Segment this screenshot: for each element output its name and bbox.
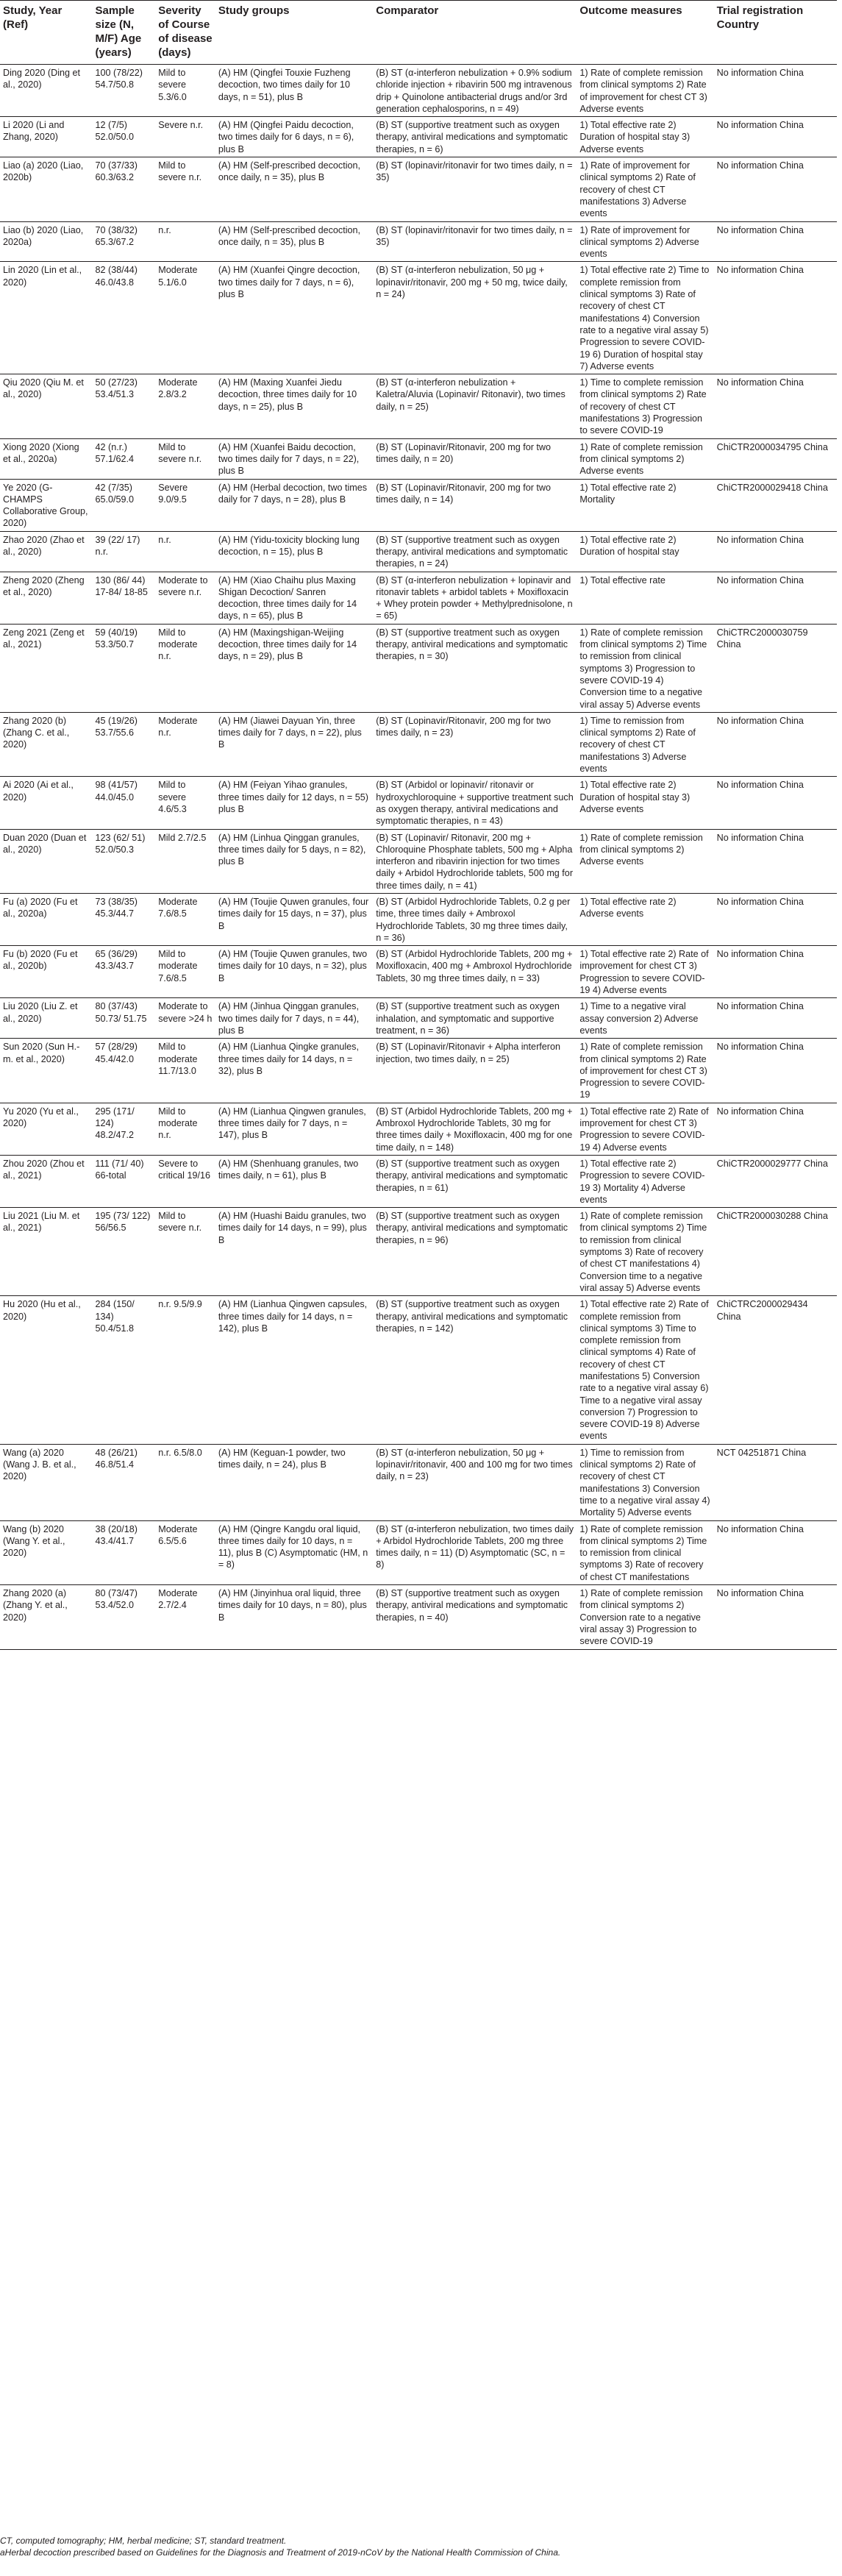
cell-study: Zhao 2020 (Zhao et al., 2020) [3,534,85,557]
cell-registration: No information China [716,949,804,960]
cell-registration: No information China [716,68,804,78]
cell-study: Ai 2020 (Ai et al., 2020) [3,780,74,803]
table-row [0,1585,837,1649]
cell-comparator: (B) ST (α-interferon nebulization, two times daily + Arbidol Hydrochloride Tablets, 200 mg three times daily, n = 11) (D) Asymptomatic (SC, n = 8) [376,1523,574,1570]
footnote-abbreviations: CT, computed tomography; HM, herbal medicine; ST, standard treatment. [0,2536,287,2546]
cell-registration: No information China [716,1001,804,1012]
table-footnotes [0,2535,837,2558]
cell-outcomes: 1) Rate of complete remission from clinical symptoms 2) Adverse events [579,441,703,477]
table-row [0,531,837,572]
cell-study-groups: (A) HM (Self-prescribed decoction, once daily, n = 35), plus B [218,160,361,183]
cell-comparator: (B) ST (Lopinavir/Ritonavir, 200 mg for two times daily, n = 23) [376,715,551,739]
cell-study: Sun 2020 (Sun H.-m. et al., 2020) [3,1042,80,1064]
cell-outcomes: 1) Total effective rate 2) Mortality [579,482,677,505]
cell-sample-size: 45 (19/26) 53.7/55.6 [95,715,138,739]
cell-study: Zhang 2020 (b) (Zhang C. et al., 2020) [3,715,70,750]
cell-study-groups: (A) HM (Self-prescribed decoction, once daily, n = 35), plus B [218,224,361,247]
cell-study: Ye 2020 (G-CHAMPS Collaborative Group, 2020) [3,482,88,529]
cell-study-groups: (A) HM (Qingfei Paidu decoction, two times daily for 6 days, n = 6), plus B [218,120,354,154]
cell-study: Liao (a) 2020 (Liao, 2020b) [3,160,84,183]
cell-study: Fu (a) 2020 (Fu et al., 2020a) [3,897,78,919]
cell-comparator: (B) ST (supportive treatment such as oxygen therapy, antiviral medications and symptomatic therapies, n = 61) [376,1158,568,1193]
table-row [0,117,837,157]
cell-sample-size: 70 (37/33) 60.3/63.2 [95,160,138,183]
cell-study-groups: (A) HM (Jinyinhua oral liquid, three times daily for 10 days, n = 80), plus B [218,1588,367,1623]
cell-severity: n.r. [158,534,171,545]
cell-sample-size: 100 (78/22) 54.7/50.8 [95,68,143,90]
cell-comparator: (B) ST (Arbidol Hydrochloride Tablets, 0.2 g per time, three times daily + Ambroxol Hydrochloride Tablets, 30 mg three times daily, n = 36) [376,897,571,943]
cell-study-groups: (A) HM (Xuanfei Baidu decoction, two times daily for 7 days, n = 22), plus B [218,441,360,477]
cell-sample-size: 80 (37/43) 50.73/ 51.75 [95,1001,147,1024]
cell-study-groups: (A) HM (Maxing Xuanfei Jiedu decoction, three times daily for 10 days, n = 25), plus B [218,377,357,412]
cell-registration: No information China [716,897,804,907]
cell-study-groups: (A) HM (Xiao Chaihu plus Maxing Shigan Decoction/ Sanren decoction, three times daily for 14 days, n = 65), plus B [218,574,357,622]
cell-sample-size: 50 (27/23) 53.4/51.3 [95,377,138,400]
cell-study: Hu 2020 (Hu et al., 2020) [3,1299,81,1322]
cell-study-groups: (A) HM (Lianhua Qingwen granules, three times daily for 7 days, n = 147), plus B [218,1106,366,1141]
cell-study-groups: (A) HM (Xuanfei Qingre decoction, two times daily for 7 days, n = 6), plus B [218,265,360,300]
cell-study: Qiu 2020 (Qiu M. et al., 2020) [3,377,84,400]
cell-sample-size: 42 (7/35) 65.0/59.0 [95,482,135,505]
table-row [0,479,837,531]
cell-outcomes: 1) Rate of complete remission from clinical symptoms 2) Time to remission from clinical symptoms 3) Rate of recovery of chest CT manifestations 4) Conversion time to a negative viral assay 5) Adverse events [579,1211,707,1293]
cell-severity: Moderate to severe n.r. [158,574,208,597]
table-row [0,221,837,262]
cell-registration: No information China [716,224,804,235]
cell-registration: No information China [716,780,804,791]
cell-severity: Mild to severe 4.6/5.3 [158,780,187,814]
header-trial-registration: Trial registration Country [716,4,804,31]
cell-severity: Mild to moderate 11.7/13.0 [158,1042,198,1076]
cell-severity: n.r. 6.5/8.0 [158,1447,202,1458]
cell-sample-size: 111 (71/ 40) 66-total [95,1158,144,1181]
cell-severity: Severe to critical 19/16 [158,1158,210,1181]
cell-outcomes: 1) Total effective rate 2) Rate of complete remission from clinical symptoms 3) Time to complete remission from clinical symptoms 4) Rate of recovery of chest CT manifestations 5) Conversion rate to a negative viral assay 6) Time to a negative viral assay conversion 7) Progression to severe COVID-19 8) Adverse events [579,1299,709,1442]
cell-outcomes: 1) Rate of complete remission from clinical symptoms 2) Time to remission from clinical symptoms 3) Progression to severe COVID-19 4) Conversion time to a negative viral assay 5) Adverse events [579,627,707,710]
cell-study-groups: (A) HM (Toujie Quwen granules, four times daily for 15 days, n = 37), plus B [218,897,369,931]
table-row [0,998,837,1039]
footnote-herbal-decoction: aHerbal decoction prescribed based on Guidelines for the Diagnosis and Treatment of 2019-nCoV by the National Health Commission of China. [0,2547,561,2558]
cell-severity: Mild 2.7/2.5 [158,832,207,843]
cell-outcomes: 1) Time to remission from clinical symptoms 2) Rate of recovery of chest CT manifestations 3) Conversion time to a negative viral assay 4) Mortality 5) Adverse events [579,1447,710,1518]
cell-study: Wang (b) 2020 (Wang Y. et al., 2020) [3,1523,65,1559]
cell-study-groups: (A) HM (Huashi Baidu granules, two times daily for 14 days, n = 99), plus B [218,1211,367,1245]
table-row [0,894,837,946]
cell-sample-size: 42 (n.r.) 57.1/62.4 [95,441,135,464]
cell-severity: Mild to severe n.r. [158,160,202,183]
cell-sample-size: 39 (22/ 17) n.r. [95,534,140,557]
cell-outcomes: 1) Time to a negative viral assay conversion 2) Adverse events [579,1001,699,1036]
cell-study-groups: (A) HM (Toujie Quwen granules, two times daily for 10 days, n = 32), plus B [218,949,368,983]
cell-severity: Severe 9.0/9.5 [158,482,188,505]
cell-sample-size: 123 (62/ 51) 52.0/50.3 [95,832,146,855]
cell-outcomes: 1) Time to remission from clinical symptoms 2) Rate of recovery of chest CT manifestations 3) Adverse events [579,715,696,775]
table-row [0,1103,837,1155]
cell-sample-size: 195 (73/ 122) 56/56.5 [95,1211,151,1234]
cell-comparator: (B) ST (Lopinavir/Ritonavir + Alpha interferon injection, two times daily, n = 25) [376,1042,560,1064]
cell-outcomes: 1) Total effective rate 2) Time to complete remission from clinical symptoms 3) Rate of recovery of chest CT manifestations 4) Conversion rate to a negative viral assay 5) Progression to severe COVID-19 6) Duration of hospital stay 7) Adverse events [579,265,710,371]
cell-outcomes: 1) Total effective rate 2) Adverse events [579,897,677,919]
cell-comparator: (B) ST (lopinavir/ritonavir for two times daily, n = 35) [376,160,573,183]
cell-sample-size: 12 (7/5) 52.0/50.0 [95,120,135,143]
header-outcome-measures: Outcome measures [579,4,682,17]
cell-comparator: (B) ST (α-interferon nebulization + Kaletra/Aluvia (Lopinavir/ Ritonavir), two times daily, n = 25) [376,377,566,412]
cell-sample-size: 82 (38/44) 46.0/43.8 [95,265,138,288]
cell-outcomes: 1) Total effective rate 2) Duration of hospital stay [579,534,679,557]
cell-study-groups: (A) HM (Herbal decoction, two times daily for 7 days, n = 28), plus B [218,482,368,505]
cell-registration: ChiCTRC2000029434 China [716,1299,808,1322]
cell-severity: Moderate 7.6/8.5 [158,897,198,919]
cell-registration: No information China [716,1588,804,1599]
cell-study-groups: (A) HM (Yidu-toxicity blocking lung decoction, n = 15), plus B [218,534,360,557]
cell-registration: ChiCTR2000034795 China [716,441,828,452]
table-row [0,1520,837,1584]
cell-severity: n.r. 9.5/9.9 [158,1299,202,1310]
cell-severity: Mild to severe n.r. [158,1211,202,1234]
cell-study: Li 2020 (Li and Zhang, 2020) [3,120,65,143]
cell-study: Xiong 2020 (Xiong et al., 2020a) [3,441,79,464]
cell-outcomes: 1) Time to complete remission from clinical symptoms 2) Rate of recovery of chest CT manifestations 3) Progression to severe COVID-19 [579,377,707,436]
cell-registration: No information China [716,265,804,276]
cell-sample-size: 38 (20/18) 43.4/41.7 [95,1523,138,1546]
header-sample-size: Sample size (N, M/F) Age (years) [95,4,142,59]
cell-study: Zeng 2021 (Zeng et al., 2021) [3,627,85,650]
table-row [0,157,837,221]
cell-registration: ChiCTR2000029777 China [716,1158,828,1169]
cell-severity: Moderate 2.8/3.2 [158,377,198,400]
cell-outcomes: 1) Rate of complete remission from clinical symptoms 2) Time to remission from clinical symptoms 3) Rate of recovery of chest CT manifestations [579,1523,707,1582]
cell-study-groups: (A) HM (Linhua Qinggan granules, three times daily for 5 days, n = 82), plus B [218,832,366,867]
cell-severity: Mild to severe n.r. [158,441,202,464]
table-row [0,1208,837,1296]
table-row [0,1444,837,1520]
table-row [0,829,837,893]
cell-outcomes: 1) Total effective rate 2) Rate of improvement for chest CT 3) Progression to severe COVID-19 4) Adverse events [579,1106,709,1153]
cell-study: Liu 2021 (Liu M. et al., 2021) [3,1211,80,1234]
cell-outcomes: 1) Rate of complete remission from clinical symptoms 2) Rate of improvement for chest CT 3) Progression to severe COVID-19 [579,1042,707,1100]
cell-severity: Mild to moderate 7.6/8.5 [158,949,198,983]
cell-registration: No information China [716,574,804,586]
table-row [0,712,837,776]
cell-study: Zhou 2020 (Zhou et al., 2021) [3,1158,85,1181]
cell-comparator: (B) ST (Lopinavir/Ritonavir, 200 mg for two times daily, n = 14) [376,482,551,505]
table-header [0,1,837,65]
cell-registration: No information China [716,377,804,388]
cell-comparator: (B) ST (supportive treatment such as oxygen therapy, antiviral medications and symptomatic therapies, n = 6) [376,120,568,154]
cell-study-groups: (A) HM (Shenhuang granules, two times daily, n = 61), plus B [218,1158,359,1181]
cell-severity: Moderate 5.1/6.0 [158,265,198,288]
cell-sample-size: 57 (28/29) 45.4/42.0 [95,1042,138,1064]
cell-comparator: (B) ST (Lopinavir/Ritonavir, 200 mg for two times daily, n = 20) [376,441,551,464]
table-row [0,1039,837,1103]
cell-study-groups: (A) HM (Keguan-1 powder, two times daily, n = 24), plus B [218,1447,346,1470]
cell-severity: Moderate to severe >24 h [158,1001,213,1024]
cell-registration: No information China [716,715,804,726]
table-row [0,65,837,117]
cell-outcomes: 1) Total effective rate 2) Duration of hospital stay 3) Adverse events [579,780,691,814]
cell-comparator: (B) ST (supportive treatment such as oxygen inhalation, and symptomatic and supportive treatment, n = 36) [376,1001,560,1036]
cell-registration: No information China [716,120,804,131]
cell-study-groups: (A) HM (Jinhua Qinggan granules, two times daily for 7 days, n = 44), plus B [218,1001,360,1036]
cell-comparator: (B) ST (supportive treatment such as oxygen therapy, antiviral medications and symptomatic therapies, n = 96) [376,1211,568,1245]
cell-sample-size: 59 (40/19) 53.3/50.7 [95,627,138,650]
cell-severity: Mild to moderate n.r. [158,627,198,662]
cell-study: Fu (b) 2020 (Fu et al., 2020b) [3,949,78,972]
table-row [0,1296,837,1445]
cell-registration: NCT 04251871 China [716,1447,807,1458]
cell-registration: No information China [716,1523,804,1534]
cell-study: Liu 2020 (Liu Z. et al., 2020) [3,1001,78,1024]
cell-comparator: (B) ST (supportive treatment such as oxygen therapy, antiviral medications and symptomatic therapies, n = 40) [376,1588,568,1623]
cell-sample-size: 284 (150/ 134) 50.4/51.8 [95,1299,135,1334]
cell-study: Duan 2020 (Duan et al., 2020) [3,832,87,855]
table-row [0,777,837,829]
cell-comparator: (B) ST (Arbidol Hydrochloride Tablets, 200 mg + Moxifloxacin, 400 mg + Ambroxol Hydrochloride Tablets, 30 mg three times daily, n = 33) [376,949,573,983]
cell-registration: No information China [716,1042,804,1053]
cell-registration: No information China [716,160,804,171]
cell-study: Liao (b) 2020 (Liao, 2020a) [3,224,84,247]
cell-comparator: (B) ST (α-interferon nebulization + 0.9% sodium chloride injection + ribavirin 500 mg intravenous drip + Quinolone antibacterial drugs and/or 3rd generation cephalosporins, n = 49) [376,68,572,114]
cell-study-groups: (A) HM (Qingfei Touxie Fuzheng decoction, two times daily for 10 days, n = 51), plus B [218,68,351,102]
cell-outcomes: 1) Total effective rate 2) Duration of hospital stay 3) Adverse events [579,120,691,154]
cell-sample-size: 295 (171/ 124) 48.2/47.2 [95,1106,135,1141]
cell-study-groups: (A) HM (Qingre Kangdu oral liquid, three times daily for 10 days, n = 11), plus B (C) Asymptomatic (HM, n = 8) [218,1523,368,1570]
cell-comparator: (B) ST (supportive treatment such as oxygen therapy, antiviral medications and symptomatic therapies, n = 30) [376,627,568,662]
cell-registration: ChiCTR2000030288 China [716,1211,828,1222]
cell-study-groups: (A) HM (Jiawei Dayuan Yin, three times daily for 7 days, n = 22), plus B [218,715,362,750]
cell-outcomes: 1) Total effective rate 2) Rate of improvement for chest CT 3) Progression to severe COVID-19 4) Adverse events [579,949,709,996]
cell-sample-size: 130 (86/ 44) 17-84/ 18-85 [95,574,148,597]
cell-comparator: (B) ST (Arbidol or lopinavir/ ritonavir or hydroxychloroquine + supportive treatment such as oxygen therapy, antiviral medications and symptomatic therapies, n = 43) [376,780,574,827]
table-row [0,572,837,624]
table-row [0,624,837,712]
cell-severity: Mild to moderate n.r. [158,1106,198,1141]
cell-outcomes: 1) Total effective rate [579,574,666,586]
cell-severity: Moderate 2.7/2.4 [158,1588,198,1611]
cell-outcomes: 1) Rate of complete remission from clinical symptoms 2) Adverse events [579,832,703,867]
cell-outcomes: 1) Rate of complete remission from clinical symptoms 2) Conversion rate to a negative viral assay 3) Progression to severe COVID-19 [579,1588,703,1647]
cell-sample-size: 80 (73/47) 53.4/52.0 [95,1588,138,1611]
cell-severity: Moderate n.r. [158,715,198,739]
table-row [0,946,837,998]
cell-study-groups: (A) HM (Lianhua Qingwen capsules, three times daily for 14 days, n = 142), plus B [218,1299,368,1334]
cell-sample-size: 70 (38/32) 65.3/67.2 [95,224,138,247]
table-row [0,262,837,374]
cell-sample-size: 73 (38/35) 45.3/44.7 [95,897,138,919]
table-row [0,438,837,479]
cell-comparator: (B) ST (supportive treatment such as oxygen therapy, antiviral medications and symptomatic therapies, n = 24) [376,534,568,569]
cell-study: Wang (a) 2020 (Wang J. B. et al., 2020) [3,1447,76,1482]
cell-registration: No information China [716,832,804,843]
cell-comparator: (B) ST (Arbidol Hydrochloride Tablets, 200 mg + Ambroxol Hydrochloride Tablets, 30 mg for three times daily + Moxifloxacin, 400 mg for one time daily, n = 148) [376,1106,573,1153]
cell-study: Lin 2020 (Lin et al., 2020) [3,265,82,288]
cell-study: Zheng 2020 (Zheng et al., 2020) [3,574,85,597]
cell-study-groups: (A) HM (Maxingshigan-Weijing decoction, three times daily for 14 days, n = 29), plus B [218,627,357,662]
table-row [0,1155,837,1207]
cell-registration: ChiCTR2000029418 China [716,482,828,493]
header-comparator: Comparator [376,4,439,17]
cell-severity: n.r. [158,224,171,235]
cell-outcomes: 1) Rate of improvement for clinical symptoms 2) Rate of recovery of chest CT manifestations 3) Adverse events [579,160,696,219]
cell-study-groups: (A) HM (Lianhua Qingke granules, three times daily for 14 days, n = 32), plus B [218,1042,359,1076]
cell-study: Ding 2020 (Ding et al., 2020) [3,68,81,90]
table-row [0,374,837,438]
cell-registration: ChiCTRC2000030759 China [716,627,808,650]
cell-sample-size: 65 (36/29) 43.3/43.7 [95,949,138,972]
cell-comparator: (B) ST (Lopinavir/ Ritonavir, 200 mg + Chloroquine Phosphate tablets, 500 mg + Alpha interferon and ribavirin injection for two times daily + Arbidol Hydrochloride tablets, 500 mg for three times daily, n = 41) [376,832,574,891]
cell-severity: Severe n.r. [158,120,204,131]
header-study: Study, Year (Ref) [3,4,63,31]
cell-comparator: (B) ST (α-interferon nebulization, 50 μg + lopinavir/ritonavir, 400 and 100 mg for two times daily, n = 23) [376,1447,573,1482]
cell-registration: No information China [716,534,804,545]
header-study-groups: Study groups [218,4,290,17]
cell-outcomes: 1) Rate of complete remission from clinical symptoms 2) Rate of improvement for chest CT 3) Adverse events [579,68,707,114]
cell-comparator: (B) ST (supportive treatment such as oxygen therapy, antiviral medications and symptomatic therapies, n = 142) [376,1299,568,1334]
cell-study: Zhang 2020 (a) (Zhang Y. et al., 2020) [3,1588,68,1623]
table-body [0,65,837,1650]
cell-comparator: (B) ST (lopinavir/ritonavir for two times daily, n = 35) [376,224,573,247]
cell-study-groups: (A) HM (Feiyan Yihao granules, three times daily for 12 days, n = 55) plus B [218,780,368,814]
cell-outcomes: 1) Total effective rate 2) Progression to severe COVID-19 3) Mortality 4) Adverse events [579,1158,705,1205]
cell-comparator: (B) ST (α-interferon nebulization, 50 μg + lopinavir/ritonavir, 200 mg + 50 mg, twice daily, n = 24) [376,265,568,300]
cell-study: Yu 2020 (Yu et al., 2020) [3,1106,79,1129]
cell-severity: Moderate 6.5/5.6 [158,1523,198,1546]
header-severity: Severity of Course of disease (days) [158,4,213,59]
cell-comparator: (B) ST (α-interferon nebulization + lopinavir and ritonavir tablets + arbidol tablets + Moxifloxacin + Whey protein powder + Methylprednisolone, n = 65) [376,574,573,622]
cell-outcomes: 1) Rate of improvement for clinical symptoms 2) Adverse events [579,224,699,260]
cell-registration: No information China [716,1106,804,1117]
cell-sample-size: 98 (41/57) 44.0/45.0 [95,780,138,803]
cell-sample-size: 48 (26/21) 46.8/51.4 [95,1447,138,1470]
cell-severity: Mild to severe 5.3/6.0 [158,68,187,102]
